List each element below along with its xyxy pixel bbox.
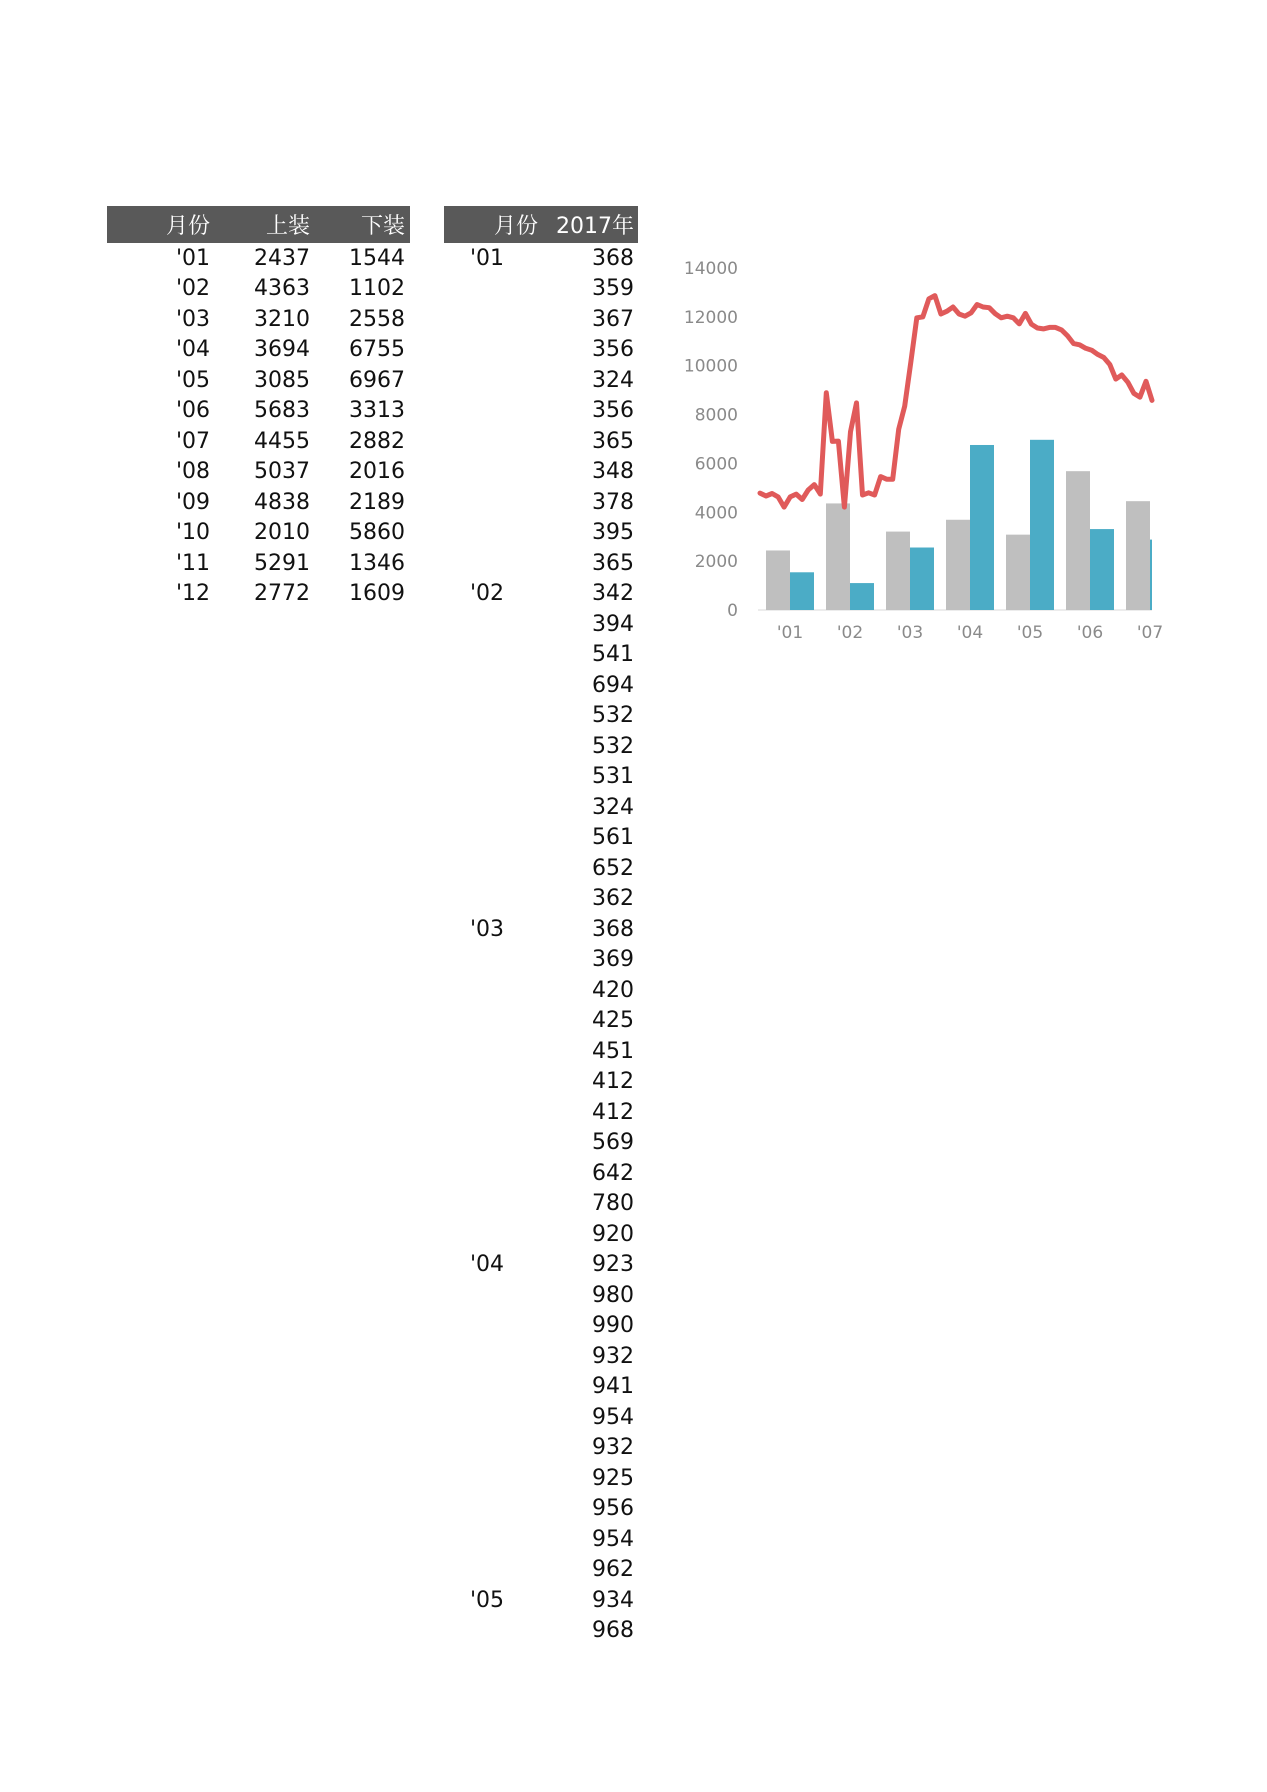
cell-value: 934 (592, 1587, 634, 1613)
cell-bottoms: 1544 (349, 245, 405, 271)
table-row (444, 1311, 638, 1342)
cell-month: '02 (175, 276, 210, 302)
table-row (444, 1372, 638, 1403)
table-row (107, 579, 410, 610)
table-row (444, 457, 638, 488)
cell-tops: 5037 (254, 459, 310, 485)
table-row (444, 884, 638, 915)
cell-value: 954 (592, 1404, 634, 1430)
x-tick-label: '02 (836, 623, 864, 643)
bar-tops (766, 550, 790, 610)
cell-value: 941 (592, 1374, 634, 1400)
cell-value: 367 (592, 306, 634, 332)
table-row (444, 1067, 638, 1098)
cell-tops: 3694 (254, 337, 310, 363)
cell-value: 642 (592, 1160, 634, 1186)
bar-bottoms (970, 445, 994, 610)
cell-tops: 4455 (254, 428, 310, 454)
table-row (107, 335, 410, 366)
cell-value: 412 (592, 1099, 634, 1125)
cell-bottoms: 5860 (349, 520, 405, 546)
table-row (444, 762, 638, 793)
cell-bottoms: 1609 (349, 581, 405, 607)
cell-value: 962 (592, 1557, 634, 1583)
cell-bottoms: 2882 (349, 428, 405, 454)
cell-value: 425 (592, 1008, 634, 1034)
cell-value: 451 (592, 1038, 634, 1064)
bar-tops (1126, 501, 1150, 610)
bar-tops (946, 520, 970, 610)
cell-value: 365 (592, 428, 634, 454)
bar-tops (1066, 471, 1090, 610)
combo-chart (670, 240, 1164, 650)
cell-value: 395 (592, 520, 634, 546)
cell-value: 348 (592, 459, 634, 485)
y-tick-label: 10000 (683, 356, 738, 377)
bar-tops (886, 532, 910, 610)
cell-value: 324 (592, 367, 634, 393)
cell-value: 532 (592, 733, 634, 759)
table-row (444, 975, 638, 1006)
header-month: 月份 (165, 214, 210, 239)
x-tick-label: '06 (1076, 623, 1104, 643)
cell-value: 362 (592, 886, 634, 912)
table-row (444, 1158, 638, 1189)
cell-value: 368 (592, 916, 634, 942)
table-row (444, 853, 638, 884)
cell-value: 569 (592, 1130, 634, 1156)
cell-month: '08 (175, 459, 210, 485)
cell-month: '11 (175, 550, 210, 576)
cell-tops: 2772 (254, 581, 310, 607)
cell-value: 954 (592, 1526, 634, 1552)
cell-value: 956 (592, 1496, 634, 1522)
table-row (444, 1616, 638, 1647)
yearly-table (444, 206, 638, 1646)
table-row (444, 548, 638, 579)
bar-tops (826, 503, 850, 610)
cell-month: '05 (469, 1587, 504, 1613)
table-row (444, 823, 638, 854)
header-tops: 上装 (265, 214, 310, 239)
table-row (444, 365, 638, 396)
table-row (444, 701, 638, 732)
cell-value: 378 (592, 489, 634, 515)
cell-month: '03 (175, 306, 210, 332)
cell-tops: 5683 (254, 398, 310, 424)
cell-value: 932 (592, 1343, 634, 1369)
cell-month: '02 (469, 581, 504, 607)
cell-value: 923 (592, 1252, 634, 1278)
table-row (107, 304, 410, 335)
table-row (444, 1128, 638, 1159)
bar-bottoms (910, 548, 934, 610)
table-row (107, 396, 410, 427)
table-header (444, 206, 638, 243)
cell-value: 531 (592, 764, 634, 790)
cell-bottoms: 2189 (349, 489, 405, 515)
cell-tops: 2437 (254, 245, 310, 271)
cell-month: '12 (175, 581, 210, 607)
cell-bottoms: 2016 (349, 459, 405, 485)
cell-value: 369 (592, 947, 634, 973)
table-row (444, 1036, 638, 1067)
cell-value: 932 (592, 1435, 634, 1461)
header-month: 月份 (493, 214, 538, 239)
cell-value: 368 (592, 245, 634, 271)
table-row (444, 1341, 638, 1372)
table-row (444, 945, 638, 976)
table-row (444, 1555, 638, 1586)
x-tick-label: '07 (1136, 623, 1164, 643)
cell-bottoms: 1346 (349, 550, 405, 576)
table-row (107, 426, 410, 457)
y-tick-label: 12000 (683, 307, 738, 328)
table-row (444, 1280, 638, 1311)
cell-month: '01 (175, 245, 210, 271)
cell-tops: 3085 (254, 367, 310, 393)
cell-value: 359 (592, 276, 634, 302)
table-row (444, 274, 638, 305)
bar-tops (1006, 535, 1030, 610)
cell-value: 652 (592, 855, 634, 881)
cell-value: 925 (592, 1465, 634, 1491)
table-row (444, 1524, 638, 1555)
cell-bottoms: 1102 (349, 276, 405, 302)
cell-month: '10 (175, 520, 210, 546)
bar-bottoms (1150, 540, 1152, 610)
table-row (444, 1006, 638, 1037)
bar-bottoms (1030, 440, 1054, 610)
table-row (444, 640, 638, 671)
cell-month: '09 (175, 489, 210, 515)
cell-bottoms: 6755 (349, 337, 405, 363)
table-row (444, 1189, 638, 1220)
x-tick-label: '03 (896, 623, 924, 643)
cell-value: 356 (592, 398, 634, 424)
cell-value: 920 (592, 1221, 634, 1247)
cell-value: 980 (592, 1282, 634, 1308)
table-row (444, 1402, 638, 1433)
cell-tops: 4838 (254, 489, 310, 515)
table-row (444, 243, 638, 274)
table-row (444, 1494, 638, 1525)
cell-month: '04 (175, 337, 210, 363)
table-row (107, 487, 410, 518)
cell-value: 561 (592, 825, 634, 851)
cell-value: 532 (592, 703, 634, 729)
cell-value: 365 (592, 550, 634, 576)
cell-value: 342 (592, 581, 634, 607)
table-row (444, 731, 638, 762)
cell-month: '03 (469, 916, 504, 942)
cell-value: 541 (592, 642, 634, 668)
table-header (107, 206, 410, 243)
bar-bottoms (850, 583, 874, 610)
y-tick-label: 2000 (694, 552, 738, 573)
cell-bottoms: 3313 (349, 398, 405, 424)
table-row (444, 1463, 638, 1494)
x-tick-label: '05 (1016, 623, 1044, 643)
table-row (444, 487, 638, 518)
cell-month: '06 (175, 398, 210, 424)
cell-value: 324 (592, 794, 634, 820)
table-row (444, 304, 638, 335)
cell-month: '01 (469, 245, 504, 271)
table-row (444, 518, 638, 549)
table-row (444, 426, 638, 457)
cell-bottoms: 2558 (349, 306, 405, 332)
bar-bottoms (1090, 529, 1114, 610)
cell-value: 694 (592, 672, 634, 698)
table-row (444, 609, 638, 640)
monthly-sales-table (107, 206, 410, 609)
table-row (444, 914, 638, 945)
table-row (444, 1585, 638, 1616)
table-row (107, 457, 410, 488)
table-row (444, 335, 638, 366)
table-row (107, 274, 410, 305)
cell-value: 968 (592, 1618, 634, 1644)
table-body (444, 243, 638, 1646)
table-row (444, 1097, 638, 1128)
table-row (444, 579, 638, 610)
cell-value: 780 (592, 1191, 634, 1217)
cell-month: '04 (469, 1252, 504, 1278)
table-row (444, 792, 638, 823)
cell-value: 420 (592, 977, 634, 1003)
table-row (444, 1433, 638, 1464)
table-body (107, 243, 410, 609)
table-row (107, 518, 410, 549)
y-tick-label: 8000 (694, 405, 738, 426)
cell-value: 394 (592, 611, 634, 637)
table-row (107, 365, 410, 396)
y-tick-label: 4000 (694, 503, 738, 524)
cell-tops: 2010 (254, 520, 310, 546)
bar-bottoms (790, 572, 814, 610)
cell-tops: 4363 (254, 276, 310, 302)
table-row (107, 548, 410, 579)
table-row (444, 1250, 638, 1281)
table-row (107, 243, 410, 274)
y-tick-label: 6000 (694, 454, 738, 475)
table-row (444, 1219, 638, 1250)
cell-bottoms: 6967 (349, 367, 405, 393)
cell-value: 412 (592, 1069, 634, 1095)
x-tick-label: '01 (776, 623, 804, 643)
table-row (444, 396, 638, 427)
cell-value: 356 (592, 337, 634, 363)
x-tick-label: '04 (956, 623, 984, 643)
cell-tops: 3210 (254, 306, 310, 332)
y-tick-label: 0 (727, 601, 738, 621)
line-series-2017 (760, 296, 1152, 508)
cell-month: '07 (175, 428, 210, 454)
table-row (444, 670, 638, 701)
header-bottoms: 下装 (360, 214, 405, 239)
cell-tops: 5291 (254, 550, 310, 576)
cell-value: 990 (592, 1313, 634, 1339)
y-tick-label: 14000 (683, 259, 738, 279)
header-year: 2017年 (556, 214, 634, 239)
cell-month: '05 (175, 367, 210, 393)
